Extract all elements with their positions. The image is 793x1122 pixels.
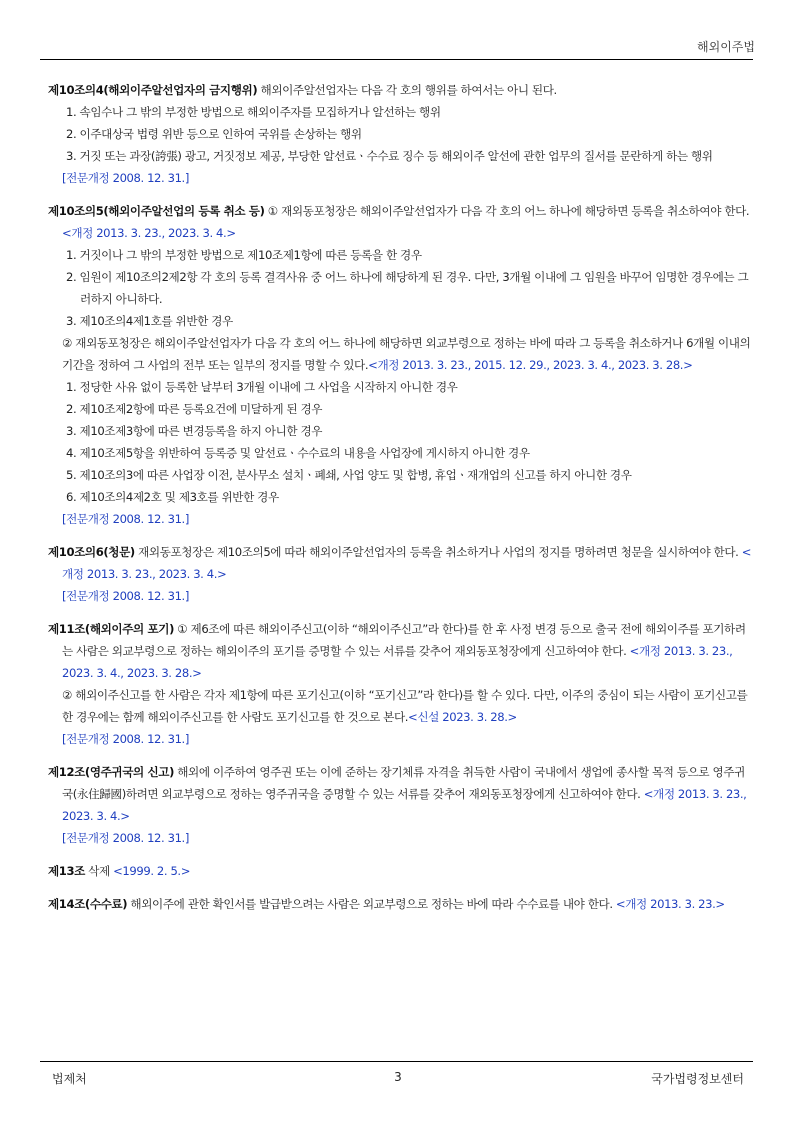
article-title: 제10조의5(해외이주알선업의 등록 취소 등)	[48, 204, 265, 218]
article-title: 제12조(영주귀국의 신고)	[48, 765, 174, 779]
article-text: 해외이주알선업자는 다음 각 호의 행위를 하여서는 아니 된다.	[257, 83, 557, 97]
revision-note: [전문개정 2008. 12. 31.]	[62, 831, 189, 845]
article-item: 4. 제10조제5항을 위반하여 등록증 및 알선료ㆍ수수료의 내용을 사업장에 게시하지 아니한 경우	[66, 446, 530, 460]
article-heading	[48, 618, 754, 684]
footer-publisher: 법제처	[52, 1072, 87, 1086]
amendment-note: <개정 2013. 3. 23.>	[612, 897, 725, 911]
article-title: 제14조(수수료)	[48, 897, 128, 911]
revision-note: [전문개정 2008. 12. 31.]	[62, 589, 189, 603]
article-item: 1. 속임수나 그 밖의 부정한 방법으로 해외이주자를 모집하거나 알선하는 행위	[66, 105, 441, 119]
article-title: 제10조의4(해외이주알선업자의 금지행위)	[48, 83, 258, 97]
header-divider	[40, 59, 753, 60]
article-item: 3. 제10조제3항에 따른 변경등록을 하지 아니한 경우	[66, 424, 323, 438]
article-text: ① 재외동포청장은 해외이주알선업자가 다음 각 호의 어느 하나에 해당하면 등록을 취소하여야 한다.	[264, 204, 750, 218]
article-paragraph	[48, 332, 754, 376]
article-text: 재외동포청장은 제10조의5에 따라 해외이주알선업자의 등록을 취소하거나 사업의 정지를 명하려면 청문을 실시하여야 한다.	[134, 545, 739, 559]
article-10-5	[48, 200, 754, 530]
amendment-note: <개정 2013. 3. 23., 2023. 3. 4.>	[62, 545, 752, 581]
document-body	[48, 79, 754, 926]
article-heading	[48, 893, 754, 915]
article-11	[48, 618, 754, 750]
article-heading	[48, 761, 754, 827]
article-item: 2. 임원이 제10조의2제2항 각 호의 등록 결격사유 중 어느 하나에 해당하게 된 경우. 다만, 3개월 이내에 그 임원을 바꾸어 임명한 경우에는 그러하지 아니하다.	[66, 270, 749, 306]
amendment-note: <개정 2013. 3. 23., 2023. 3. 4.>	[62, 787, 747, 823]
article-text: 삭제	[84, 864, 110, 878]
article-item: 2. 이주대상국 법령 위반 등으로 인하여 국위를 손상하는 행위	[66, 127, 362, 141]
article-heading	[48, 79, 754, 101]
amendment-note: <1999. 2. 5.>	[109, 864, 191, 878]
article-heading	[48, 860, 754, 882]
footer-source: 국가법령정보센터	[651, 1072, 744, 1086]
paragraph-text: ② 재외동포청장은 해외이주알선업자가 다음 각 호의 어느 하나에 해당하면 외교부령으로 정하는 바에 따라 그 등록을 취소하거나 6개월 이내의 기간을 정하여 그 사업의 전부 또는 일부의 정지를 명할 수 있다.	[62, 336, 751, 372]
amendment-note: <개정 2013. 3. 23., 2023. 3. 4.>	[62, 226, 236, 240]
amendment-note: <신설 2023. 3. 28.>	[408, 710, 517, 724]
article-title: 제11조(해외이주의 포기)	[48, 622, 174, 636]
article-item: 6. 제10조의4제2호 및 제3호를 위반한 경우	[66, 490, 279, 504]
article-item: 1. 정당한 사유 없이 등록한 날부터 3개월 이내에 그 사업을 시작하지 아니한 경우	[66, 380, 458, 394]
article-heading	[48, 541, 754, 585]
amendment-note: <개정 2013. 3. 23., 2015. 12. 29., 2023. 3. 4., 2023. 3. 28.>	[368, 358, 693, 372]
article-item: 5. 제10조의3에 따른 사업장 이전, 분사무소 설치ㆍ폐쇄, 사업 양도 및 합병, 휴업ㆍ재개업의 신고를 하지 아니한 경우	[66, 468, 632, 482]
article-14	[48, 893, 754, 915]
amendment-note: <개정 2013. 3. 23., 2023. 3. 4., 2023. 3. 28.>	[62, 644, 733, 680]
page-number: 3	[394, 1070, 402, 1084]
article-paragraph	[48, 684, 754, 728]
article-item: 2. 제10조제2항에 따른 등록요건에 미달하게 된 경우	[66, 402, 323, 416]
article-12	[48, 761, 754, 849]
article-item: 3. 제10조의4제1호를 위반한 경우	[66, 314, 233, 328]
footer-divider	[40, 1061, 753, 1062]
article-10-6	[48, 541, 754, 607]
article-text: ① 제6조에 따른 해외이주신고(이하 “해외이주신고”라 한다)를 한 후 사정 변경 등으로 출국 전에 해외이주를 포기하려는 사람은 외교부령으로 정하는 해외이주의 포기를 증명할 수 있는 서류를 갖추어 재외동포청장에게 신고하여야 한다.	[62, 622, 746, 658]
article-item: 3. 거짓 또는 과장(誇張) 광고, 거짓정보 제공, 부당한 알선료ㆍ수수료 징수 등 해외이주 알선에 관한 업무의 질서를 문란하게 하는 행위	[66, 149, 713, 163]
article-title: 제13조	[48, 864, 85, 878]
revision-note: [전문개정 2008. 12. 31.]	[62, 732, 189, 746]
article-10-4	[48, 79, 754, 189]
revision-note: [전문개정 2008. 12. 31.]	[62, 171, 189, 185]
article-13	[48, 860, 754, 882]
paragraph-text: ② 해외이주신고를 한 사람은 각자 제1항에 따른 포기신고(이하 “포기신고”라 한다)를 할 수 있다. 다만, 이주의 중심이 되는 사람이 포기신고를 한 경우에는 함께 해외이주신고를 한 사람도 포기신고를 한 것으로 본다.	[62, 688, 748, 724]
page-header-law-name: 해외이주법	[697, 40, 755, 54]
article-item: 1. 거짓이나 그 밖의 부정한 방법으로 제10조제1항에 따른 등록을 한 경우	[66, 248, 422, 262]
article-heading	[48, 200, 754, 244]
article-text: 해외에 이주하여 영주권 또는 이에 준하는 장기체류 자격을 취득한 사람이 국내에서 생업에 종사할 목적 등으로 영주귀국(永住歸國)하려면 외교부령으로 정하는 영주귀국을 증명할 수 있는 서류를 갖추어 재외동포청장에게 신고하여야 한다.	[62, 765, 745, 801]
revision-note: [전문개정 2008. 12. 31.]	[62, 512, 189, 526]
article-text: 해외이주에 관한 확인서를 발급받으려는 사람은 외교부령으로 정하는 바에 따라 수수료를 내야 한다.	[127, 897, 613, 911]
article-title: 제10조의6(청문)	[48, 545, 135, 559]
